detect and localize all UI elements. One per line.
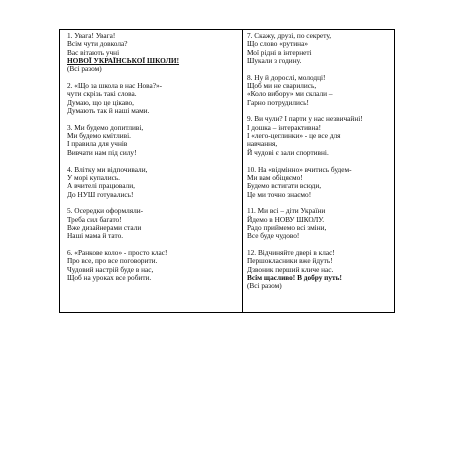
poem-line: 2. «Що за школа в нас Нова?»-	[67, 81, 163, 91]
poem-line: 4. Влітку ми відпочивали,	[67, 164, 148, 174]
poem-line: «Коло вибору» ми склали –	[247, 89, 333, 99]
left-column	[67, 32, 239, 291]
poem-line: Думають так й наші мами.	[67, 106, 150, 116]
poem-line: 5. Осередки оформляли-	[67, 206, 144, 216]
poem-line: І правила для учнів	[67, 139, 128, 149]
poem-line: І дошка – інтерактивна!	[247, 122, 322, 132]
poem-line: 9. Ви чули? І парти у нас незвичайні!	[247, 114, 363, 124]
stanza	[67, 166, 239, 199]
poem-line: чути скрізь такі слова.	[67, 89, 137, 99]
poem-line: Радо приймемо всі зміни,	[247, 222, 327, 232]
poem-line: Все буде чудово!	[247, 231, 300, 241]
poem-line: Шукали з годину.	[247, 56, 302, 66]
stanza	[67, 32, 239, 74]
poem-line: Мої рідні в інтернеті	[247, 47, 312, 57]
stanza	[67, 124, 239, 157]
poem-line: (Всі разом)	[67, 64, 102, 74]
column-divider	[242, 30, 243, 312]
poem-table	[59, 29, 395, 313]
poem-line: НОВОЇ УКРАЇНСЬКОЇ ШКОЛИ!	[67, 56, 180, 66]
stanza	[247, 249, 393, 291]
poem-line: Всім щасливо! В добру путь!	[247, 272, 342, 282]
poem-line: Дзвоник перший кличе нас.	[247, 264, 334, 274]
poem-line: До НУШ готувались!	[67, 189, 134, 199]
stanza	[247, 74, 393, 107]
poem-line: Ми вам обіцяємо!	[247, 172, 303, 182]
stanza	[247, 166, 393, 199]
poem-line: Гарно потрудились!	[247, 97, 309, 107]
stanza	[67, 249, 239, 282]
poem-line: Щоб ми не сварились,	[247, 81, 317, 91]
poem-line: навчання,	[247, 139, 278, 149]
poem-line: Йдемо в НОВУ ШКОЛУ.	[247, 214, 325, 224]
poem-line: 8. Ну й дорослі, молодці!	[247, 72, 326, 82]
poem-line: 7. Скажу, друзі, по секрету,	[247, 31, 332, 40]
poem-line: Наші мама й тато.	[67, 231, 124, 241]
stanza	[67, 82, 239, 115]
poem-line: 10. На «відмінно» вчитись будем-	[247, 164, 352, 174]
poem-line: 3. Ми будемо допитливі,	[67, 122, 144, 132]
right-column	[247, 32, 393, 299]
poem-line: 6. «Ранкове коло» - просто клас!	[67, 247, 168, 257]
poem-line: Вас вітають учні	[67, 47, 120, 57]
stanza	[247, 32, 393, 65]
poem-line: Що слово «рутина»	[247, 39, 308, 49]
poem-line: А вчителі працювали,	[67, 181, 135, 191]
poem-line: Будемо встигати всюди,	[247, 181, 322, 191]
poem-line: Вже дизайнерами стали	[67, 222, 142, 232]
poem-line: Першокласники вже йдуть!	[247, 256, 333, 266]
poem-line: Треба сил багато!	[67, 214, 122, 224]
poem-line: Щоб на уроках все робити.	[67, 272, 152, 282]
stanza	[247, 207, 393, 240]
poem-line: Й чудові є зали спортивні.	[247, 147, 329, 157]
stanza	[67, 207, 239, 240]
poem-line: Про все, про все поговорити.	[67, 256, 158, 266]
poem-line: (Всі разом)	[247, 281, 282, 291]
poem-line: Ми будемо кмітливі.	[67, 131, 131, 141]
poem-line: Це ми точно знаємо!	[247, 189, 312, 199]
poem-line: Всім чути довкола?	[67, 39, 128, 49]
poem-line: 1. Увага! Увага!	[67, 31, 116, 40]
poem-line: Вивчати нам під силу!	[67, 147, 137, 157]
poem-line: 11. Ми всі – діти України	[247, 206, 326, 216]
poem-line: І «лего-цеглинки» - це все для	[247, 131, 341, 141]
stanza	[247, 115, 393, 157]
poem-line: Чудовий настрій буде в нас,	[67, 264, 154, 274]
poem-line: У морі купались.	[67, 172, 120, 182]
poem-line: Думаю, що це цікаво,	[67, 97, 134, 107]
poem-line: 12. Відчиняйте двері в клас!	[247, 247, 335, 257]
